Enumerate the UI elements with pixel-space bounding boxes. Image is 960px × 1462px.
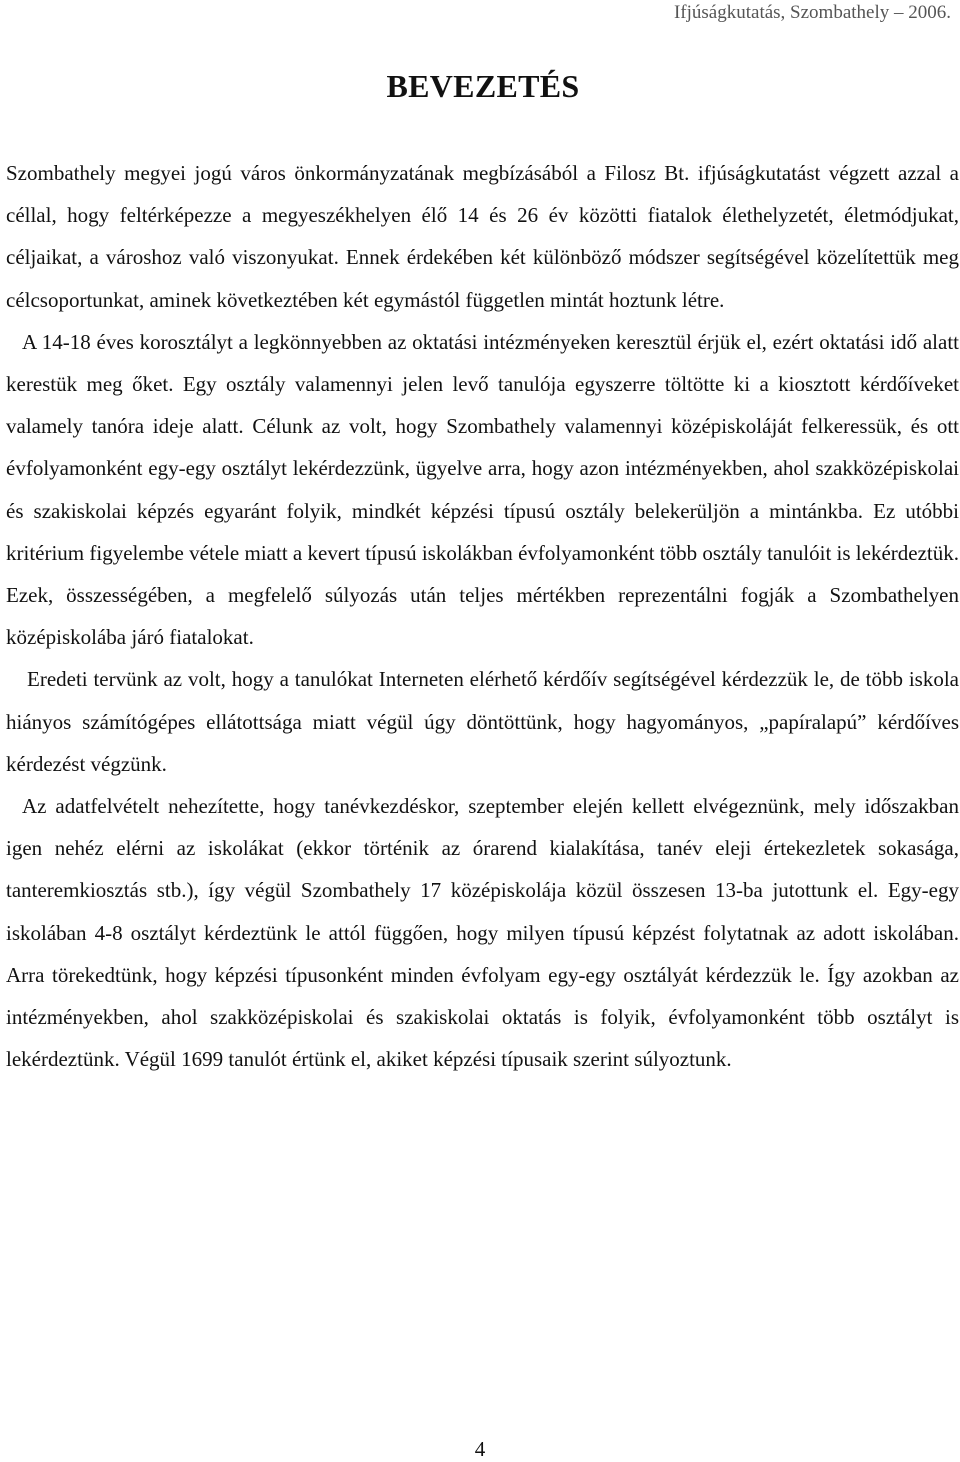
paragraph-data-collection: Az adatfelvételt nehezítette, hogy tanévkezdéskor, szeptember elején kellett elvégeznünk, mely időszakban igen nehéz elérni az iskolákat (ekkor történik az órarend kialakítása, tanév eleji értekezletek sokasága, tanteremkiosztás stb.), így végül Szombathely 17 középiskolája közül összesen 13-ba jutottunk el. Egy-egy iskolában 4-8 osztályt kérdeztünk le attól függően, hogy milyen típusú képzést folytatnak az adott iskolában. Arra törekedtünk, hogy képzési típusonként minden évfolyam egy-egy osztályát kérdezzük le. Így azokban az intézményekben, ahol szakközépiskolai és szakiskolai oktatás is folyik, évfolyamonként több osztályt is lekérdeztünk. Végül 1699 tanulót értünk el, akiket képzési típusaik szerint súlyoztunk. bbox=[6, 794, 959, 1072]
page-number: 4 bbox=[474, 1437, 486, 1461]
paragraph-intro: Szombathely megyei jogú város önkormányzatának megbízásából a Filosz Bt. ifjúságkutatást végzett azzal a céllal, hogy feltérképezze a megyeszékhelyen élő 14 és 26 év közötti fiatalok élethelyzetét, életmódjukat, céljaikat, a városhoz való viszonyukat. Ennek érdekében két különböző módszer segítségével közelítettük meg célcsoportunkat, aminek következtében két egymástól független mintát hoztunk létre. bbox=[6, 161, 959, 312]
page-title: BEVEZETÉS bbox=[386, 68, 580, 104]
paragraph-original-plan: Eredeti tervünk az volt, hogy a tanulókat Interneten elérhető kérdőív segítségével kérdezzük le, de több iskola hiányos számítógépes ellátottsága miatt végül úgy döntöttünk, hogy hagyományos, „papíralapú” kérdőíves kérdezést végzünk. bbox=[6, 667, 959, 776]
body-text bbox=[6, 152, 959, 1080]
paragraph-methodology: A 14-18 éves korosztályt a legkönnyebben az oktatási intézményeken keresztül érjük el, ezért oktatási idő alatt kerestük meg őket. Egy osztály valamennyi jelen levő tanulója egyszerre töltötte ki a kiosztott kérdőíveket valamely tanóra ideje alatt. Célunk az volt, hogy Szombathely valamennyi középiskoláját felkeressük, és ott évfolyamonként egy-egy osztályt lekérdezzünk, ügyelve arra, hogy azon intézményekben, ahol szakközépiskolai és szakiskolai képzés egyaránt folyik, mindkét képzési típusú osztály belekerüljön a mintánkba. Ez utóbbi kritérium figyelembe vétele miatt a kevert típusú iskolákban évfolyamonként több osztály tanulóit is lekérdeztük. Ezek, összességében, a megfelelő súlyozás után teljes mértékben reprezentálni fogják a Szombathelyen középiskolába járó fiatalokat. bbox=[6, 329, 959, 650]
running-header: Ifjúságkutatás, Szombathely – 2006. bbox=[673, 2, 951, 23]
